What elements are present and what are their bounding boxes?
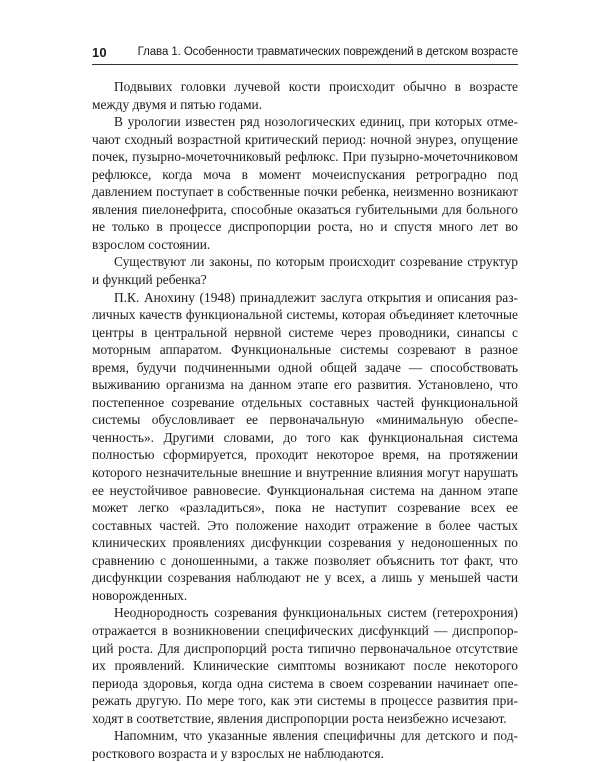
- body-text: [92, 78, 518, 762]
- chapter-title: Глава 1. Особенности травматических повреждений в детском возрасте: [137, 46, 518, 58]
- paragraph: П.К. Анохину (1948) принадлежит заслуга открытия и описания различных качеств функциональной системы, которая объединяет клеточные центры в центральной нервной системе через проводники, синапсы с моторным аппаратом. Функциональные системы созревают в разное время, будучи подчиненными одной общей задаче — способствовать выживанию организма на данном этапе его развития. Установлено, что постепенное созревание отдельных составных частей функциональной системы обусловливает ее первоначальную «минимальную обеспеченность». Другими словами, до того как функциональная система полностью сформируется, проходит некоторое время, на протяжении которого незначительные внешние и внутренние влияния могут нарушать ее неустойчивое равновесие. Функциональная система на данном этапе может легко «разладиться», пока не наступит созревание всех ее составных частей. Это положение находит отражение в более частых клинических проявлениях дисфункции созревания у недоношенных по сравнению с доношенными, а также позволяет объяснить тот факт, что дисфункции созревания наблюдают не у всех, а лишь у меньшей части новорожденных.: [92, 289, 518, 603]
- paragraph: Существуют ли законы, по которым происходит созревание структур и функций ребенка?: [92, 254, 518, 288]
- paragraph: Неоднородность созревания функциональных систем (гетерохрония) отражается в возникновении специфических дисфункций — диспропорций роста. Для диспропорций роста типично первоначальное отсутствие их проявлений. Клинические симптомы возникают после некоторого периода здоровья, когда одна система в своем созревании начинает опережать другую. По мере того, как эти системы в процессе развития приходят в соответствие, явления диспропорции роста неизбежно исчезают.: [92, 605, 518, 726]
- paragraph: Напомним, что указанные явления специфичны для детского и подросткового возраста и у взрослых не наблюдаются.: [92, 728, 518, 761]
- running-header: [92, 44, 518, 65]
- paragraph: В урологии известен ряд нозологических единиц, при которых отмечают сходный возрастной критический период: ночной энурез, опущение почек, пузырно-мочеточниковый рефлюкс. При пузырно-мочеточниковом рефлюксе, когда моча в момент мочеиспускания ретроградно под давлением поступает в собственные почки ребенка, неизменно возникают явления пиелонефрита, способные оказаться губительными для больного не только в процессе диспропорции роста, но и спустя много лет во взрослом состоянии.: [92, 114, 518, 252]
- page-number: 10: [92, 45, 107, 60]
- paragraph: Подвывих головки лучевой кости происходит обычно в возрасте между двумя и пятью годами.: [92, 79, 518, 112]
